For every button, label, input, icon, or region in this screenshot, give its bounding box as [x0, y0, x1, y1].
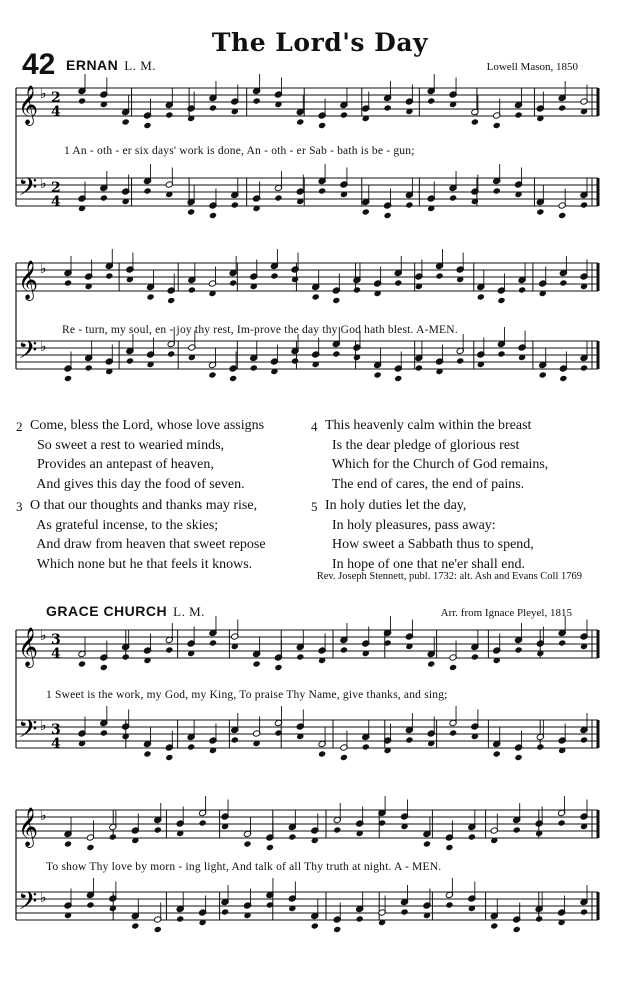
note-head [333, 926, 341, 933]
note-head [296, 653, 304, 660]
note-head [270, 272, 278, 279]
note-head [78, 660, 86, 667]
stanza-number: 5 [311, 499, 318, 514]
note-head [558, 639, 566, 646]
time-signature: 3 [51, 632, 61, 648]
time-signature: 2 [51, 180, 61, 196]
note-head [86, 844, 94, 851]
note-head [105, 272, 113, 279]
note-head [288, 833, 296, 840]
note-head [559, 279, 567, 286]
note-head [423, 840, 431, 847]
tune-title: GRACE CHURCH [46, 603, 168, 619]
time-signature: 3 [51, 722, 61, 738]
note-head [536, 743, 544, 750]
note-head [514, 646, 522, 653]
note-head [435, 272, 443, 279]
note-head [449, 729, 457, 736]
treble-clef: 𝄞 [18, 85, 39, 125]
composer-credit: Arr. from Ignace Pleyel, 1815 [440, 607, 572, 619]
note-head [221, 908, 229, 915]
note-head [394, 375, 402, 382]
note-head [253, 660, 261, 667]
tune-title: ERNAN [66, 57, 119, 73]
note-head [209, 104, 217, 111]
note-head [449, 194, 457, 201]
note-head [557, 819, 565, 826]
note-head [497, 350, 505, 357]
note-head [558, 212, 566, 219]
note-head [383, 104, 391, 111]
note-head [332, 297, 340, 304]
note-head [229, 375, 237, 382]
note-head [109, 833, 117, 840]
note-head [154, 926, 162, 933]
note-head [64, 375, 72, 382]
note-head [405, 736, 413, 743]
flat-sign: ♭ [40, 890, 47, 906]
note-head [468, 833, 476, 840]
time-signature: 2 [51, 90, 61, 106]
note-head [353, 286, 361, 293]
flat-sign: ♭ [40, 628, 47, 644]
flat-sign: ♭ [40, 176, 47, 192]
lyric-line-1: 1 An - oth - er six days' work is done, An - oth - er Sab - bath is be - gun; [64, 145, 415, 157]
lyric-line-3: 1 Sweet is the work, my God, my King, To praise Thy Name, give thanks, and sing; [46, 689, 448, 701]
note-head [122, 118, 130, 125]
stanza-number: 2 [16, 419, 23, 434]
note-head [126, 357, 134, 364]
note-head [580, 364, 588, 371]
note-head [100, 664, 108, 671]
note-head [165, 646, 173, 653]
bass-clef: 𝄢 [18, 715, 38, 750]
note-head [333, 826, 341, 833]
note-head [477, 293, 485, 300]
text-attribution: Rev. Joseph Stennett, publ. 1732: alt. Ash and Evans Coll 1769 [316, 571, 582, 582]
note-head [231, 201, 239, 208]
note-head [311, 922, 319, 929]
note-head [243, 840, 251, 847]
bass-clef: 𝄢 [18, 887, 38, 922]
note-head [493, 750, 501, 757]
tune-meter: L. M. [173, 604, 205, 619]
note-head [493, 187, 501, 194]
note-head [167, 350, 175, 357]
note-head [165, 111, 173, 118]
note-head [405, 201, 413, 208]
note-head [122, 653, 130, 660]
note-head [415, 364, 423, 371]
note-head [493, 122, 501, 129]
stanza-text: This heavenly calm within the breast Is the dear pledge of glorious rest Which for the Church of God remains, The end of cares, the end of pains. [325, 418, 549, 492]
note-head [471, 118, 479, 125]
note-head [340, 754, 348, 761]
treble-clef: 𝄞 [18, 260, 39, 300]
note-head [559, 375, 567, 382]
note-head [535, 915, 543, 922]
note-head [167, 297, 175, 304]
note-head [274, 664, 282, 671]
time-signature: 4 [51, 194, 61, 210]
treble-clef: 𝄞 [18, 627, 39, 667]
lyric-line-2: Re - turn, my soul, en - joy thy rest, Im-prove the day thy God hath blest. A-MEN. [62, 324, 458, 336]
note-head [427, 97, 435, 104]
note-head [253, 97, 261, 104]
note-head [471, 653, 479, 660]
note-head [64, 279, 72, 286]
flat-sign: ♭ [40, 808, 47, 824]
note-head [356, 915, 364, 922]
note-head [188, 286, 196, 293]
bass-clef: 𝄢 [18, 173, 38, 208]
note-head [291, 357, 299, 364]
note-head [208, 371, 216, 378]
music-system-4 [0, 800, 640, 950]
note-head [362, 743, 370, 750]
note-head [209, 212, 217, 219]
note-head [332, 350, 340, 357]
note-head [146, 293, 154, 300]
page-header-title: The Lord's Day [211, 28, 429, 57]
note-head [514, 111, 522, 118]
note-head [580, 201, 588, 208]
note-head [78, 97, 86, 104]
note-head [340, 111, 348, 118]
note-head [456, 357, 464, 364]
note-head [143, 750, 151, 757]
note-head [176, 915, 184, 922]
treble-clef: 𝄞 [18, 807, 39, 847]
time-signature: 4 [51, 104, 61, 120]
note-head [266, 844, 274, 851]
lyric-line-4: To show Thy love by morn - ing light, And talk of all Thy truth at night. A - MEN. [46, 861, 442, 873]
stanza-text: In holy duties let the day, In holy pleasures, pass away: How sweet a Sabbath thus to spend, In hope of one that ne'er shall end. [325, 498, 534, 572]
note-head [100, 729, 108, 736]
note-head [143, 122, 151, 129]
note-head [85, 364, 93, 371]
note-head [229, 279, 237, 286]
note-head [209, 639, 217, 646]
note-head [187, 743, 195, 750]
note-head [154, 826, 162, 833]
note-head [165, 754, 173, 761]
note-head [513, 826, 521, 833]
tune-name-ernan [66, 57, 156, 74]
note-head [374, 371, 382, 378]
note-head [362, 208, 370, 215]
flat-sign: ♭ [40, 718, 47, 734]
note-head [250, 364, 258, 371]
note-head [518, 286, 526, 293]
note-head [318, 122, 326, 129]
note-head [296, 118, 304, 125]
time-signature: 4 [51, 736, 61, 752]
note-head [400, 908, 408, 915]
note-head [64, 840, 72, 847]
note-head [86, 901, 94, 908]
stanza-number: 3 [16, 499, 23, 514]
music-system-2 [0, 253, 640, 393]
note-head [318, 750, 326, 757]
note-head [514, 754, 522, 761]
note-head [100, 194, 108, 201]
stanza-number: 4 [311, 419, 318, 434]
note-head [536, 208, 544, 215]
tune-meter: L. M. [124, 58, 157, 73]
flat-sign: ♭ [40, 339, 47, 355]
note-head [490, 922, 498, 929]
hymn-number: 42 [22, 48, 56, 81]
tune-name-grace-church [46, 603, 205, 620]
composer-credit: Lowell Mason, 1850 [486, 61, 578, 73]
note-head [187, 208, 195, 215]
note-head [231, 736, 239, 743]
note-head [513, 926, 521, 933]
note-head [580, 908, 588, 915]
note-head [558, 104, 566, 111]
note-head [143, 187, 151, 194]
note-head [340, 646, 348, 653]
stanza-text: Come, bless the Lord, whose love assigns So sweet a rest to wearied minds, Provides an antepast of heaven, And gives this day the food of seven. [30, 418, 265, 492]
note-head [318, 187, 326, 194]
note-head [449, 664, 457, 671]
note-head [497, 297, 505, 304]
flat-sign: ♭ [40, 86, 47, 102]
note-head [394, 279, 402, 286]
note-head [199, 819, 207, 826]
note-head [445, 901, 453, 908]
bass-clef: 𝄢 [18, 336, 38, 371]
note-head [274, 194, 282, 201]
note-head [131, 922, 139, 929]
note-head [383, 212, 391, 219]
time-signature: 4 [51, 646, 61, 662]
note-head [312, 293, 320, 300]
note-head [445, 844, 453, 851]
note-head [580, 736, 588, 743]
note-head [427, 660, 435, 667]
note-head [539, 371, 547, 378]
stanza-text: O that our thoughts and thanks may rise, As grateful incense, to the skies; And draw from heaven that sweet repose Which none but he that feels it knows. [30, 498, 266, 572]
flat-sign: ♭ [40, 261, 47, 277]
